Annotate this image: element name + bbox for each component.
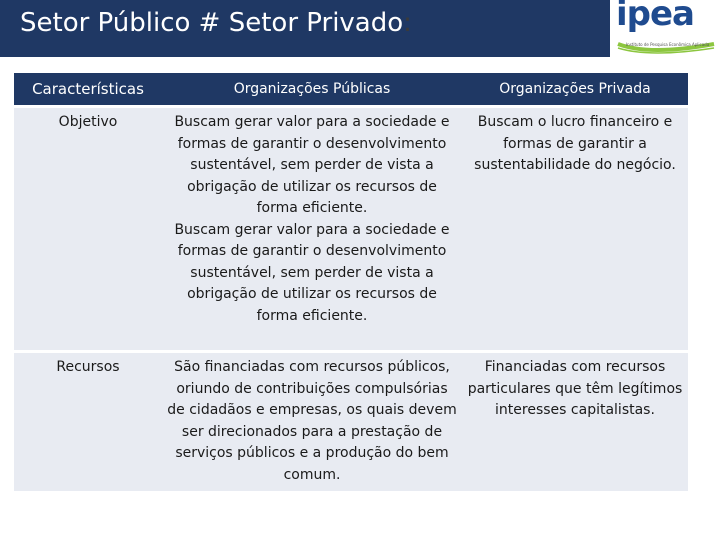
ipea-logo (610, 0, 720, 57)
page-title-colon: : (403, 8, 412, 38)
table-row (14, 352, 688, 492)
cell-public-resources: São financiadas com recursos públicos, oriundo de contribuições compulsórias de cidadãos e empresas, os quais devem ser direcionados para a prestação de serviços públicos e a produção do bem comum. (162, 352, 462, 492)
cell-private-resources: Financiadas com recursos particulares que têm legítimos interesses capitalistas. (462, 352, 688, 492)
cell-public-objective: Buscam gerar valor para a sociedade e formas de garantir o desenvolvimento sustentável, sem perder de vista a obrigação de utilizar os recursos de forma eficiente. Buscam gerar valor para a sociedade e formas de garantir o desenvolvimento sustentável, sem perder de vista a obrigação de utilizar os recursos de forma eficiente. (162, 107, 462, 352)
row-label-resources: Recursos (14, 352, 162, 492)
logo-subtext: Instituto de Pesquisa Econômica Aplicada (626, 42, 710, 47)
table-row (14, 107, 688, 352)
column-header-public: Organizações Públicas (162, 73, 462, 107)
cell-private-objective: Buscam o lucro financeiro e formas de garantir a sustentabilidade do negócio. (462, 107, 688, 352)
page-title (20, 8, 412, 38)
column-header-characteristics: Características (14, 73, 162, 107)
column-header-private: Organizações Privada (462, 73, 688, 107)
page-title-text: Setor Público # Setor Privado (20, 8, 404, 38)
comparison-table (14, 73, 688, 491)
table-header-row (14, 73, 688, 107)
row-label-objective: Objetivo (14, 107, 162, 352)
logo-wordmark: ipea (616, 0, 694, 34)
